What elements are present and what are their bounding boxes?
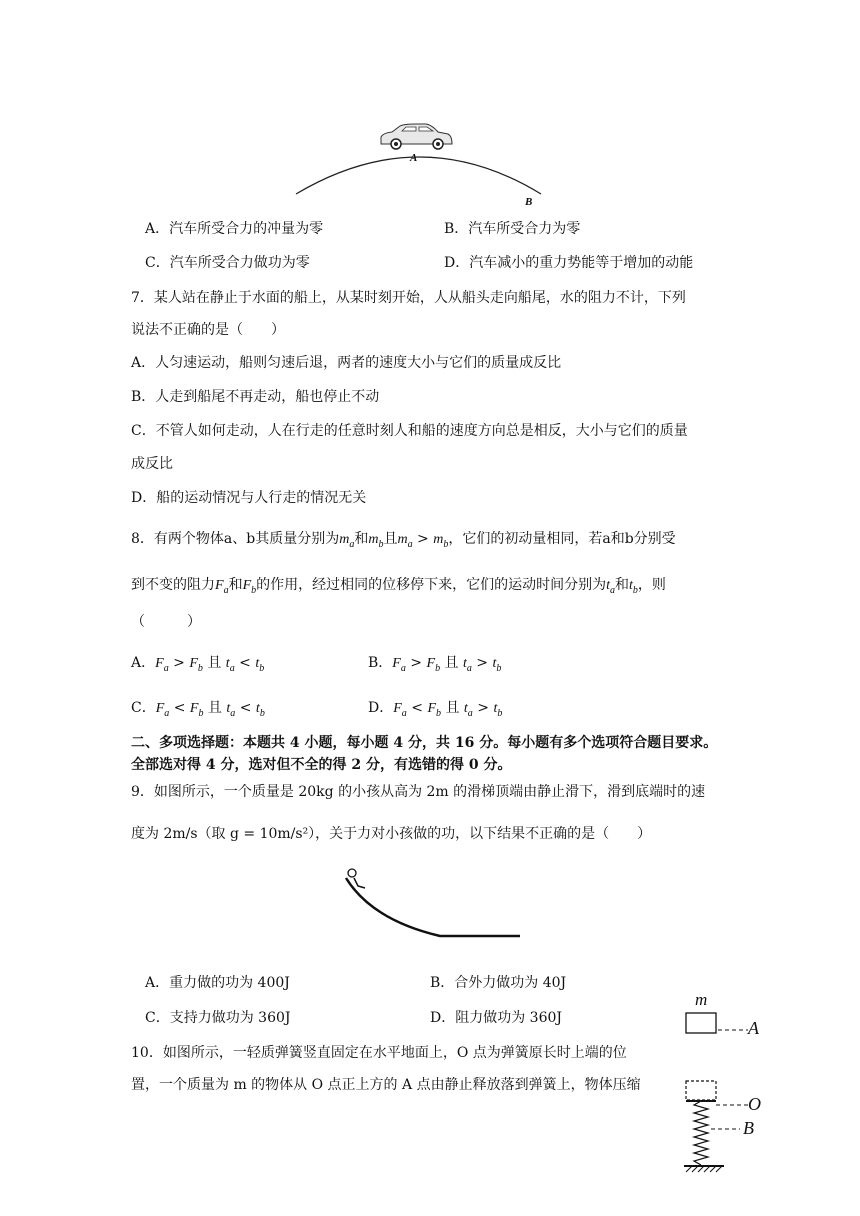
q10-stem-line2: 置，一个质量为 m 的物体从 O 点正上方的 A 点由静止释放落到弹簧上，物体压缩 (131, 1077, 641, 1093)
q7-option-c-line2: 成反比 (131, 456, 173, 472)
car-arc-figure (0, 0, 860, 220)
section2-heading-line2: 全部选对得 4 分，选对但不全的得 2 分，有选错的得 0 分。 (131, 757, 512, 773)
q7-option-d: D．船的运动情况与人行走的情况无关 (131, 490, 367, 506)
point-a-spring-label: A (748, 1018, 759, 1038)
car-icon (381, 124, 452, 149)
q6-option-d: D．汽车减小的重力势能等于增加的动能 (444, 255, 694, 271)
q6-option-c: C．汽车所受合力做功为零 (145, 255, 310, 271)
q7-option-b: B．人走到船尾不再走动，船也停止不动 (131, 389, 380, 405)
point-a-label: A (410, 152, 418, 164)
point-b-label: B (525, 196, 533, 208)
child-icon (348, 869, 365, 888)
point-o-label: O (748, 1094, 761, 1114)
q7-option-a: A．人匀速运动，船则匀速后退，两者的速度大小与它们的质量成反比 (131, 355, 562, 371)
q9-option-a: A．重力做的功为 400J (145, 975, 290, 991)
q8-option-a: A．$F_a > F_b$ 且 $t_a < t_b$ (131, 655, 265, 674)
q9-stem-line1: 9．如图所示，一个质量是 20kg 的小孩从高为 2m 的滑梯顶端由静止滑下，滑到底端时的速 (131, 784, 706, 800)
q6-option-b: B．汽车所受合力为零 (444, 221, 581, 237)
point-b-spring-label: B (743, 1118, 754, 1138)
q6-option-a: A．汽车所受合力的冲量为零 (145, 221, 324, 237)
q8-option-d: D．$F_a < F_b$ 且 $t_a > t_b$ (368, 700, 503, 719)
q7-option-c-line1: C．不管人如何走动，人在行走的任意时刻人和船的速度方向总是相反，大小与它们的质量 (131, 423, 688, 439)
q10-stem-line1: 10．如图所示，一轻质弹簧竖直固定在水平地面上，O 点为弹簧原长时上端的位 (131, 1045, 627, 1061)
q7-stem-line1: 7．某人站在静止于水面的船上，从某时刻开始，人从船头走向船尾，水的阻力不计，下列 (131, 290, 686, 306)
q7-stem-line2: 说法不正确的是（ ） (131, 322, 285, 338)
q8-stem-paren: （ ） (131, 614, 201, 630)
q8-stem-line2: 到不变的阻力$F_a$和$F_b$的作用，经过相同的位移停下来，它们的运动时间分别为$t_a$和$t_b$，则 (131, 577, 666, 596)
q8-option-c: C．$F_a < F_b$ 且 $t_a < t_b$ (131, 700, 265, 719)
q9-option-c: C．支持力做功为 360J (145, 1010, 291, 1026)
section2-heading-line1: 二、多项选择题：本题共 4 小题，每小题 4 分，共 16 分。每小题有多个选项符合题目要求。 (131, 735, 718, 751)
q9-option-b: B．合外力做功为 40J (430, 975, 567, 991)
mass-m-label: m (695, 990, 708, 1009)
q9-option-d: D．阻力做功为 360J (430, 1010, 563, 1026)
q8-stem-line1: 8．有两个物体a、b其质量分别为$m_a$和$m_b$且$m_a > m_b$，它们的初动量相同，若a和b分别受 (131, 531, 676, 550)
q9-stem-line2: 度为 2m/s（取 g = 10m/s²），关于力对小孩做的功，以下结果不正确的是（ ） (131, 826, 652, 842)
q8-option-b: B．$F_a > F_b$ 且 $t_a > t_b$ (368, 655, 502, 674)
